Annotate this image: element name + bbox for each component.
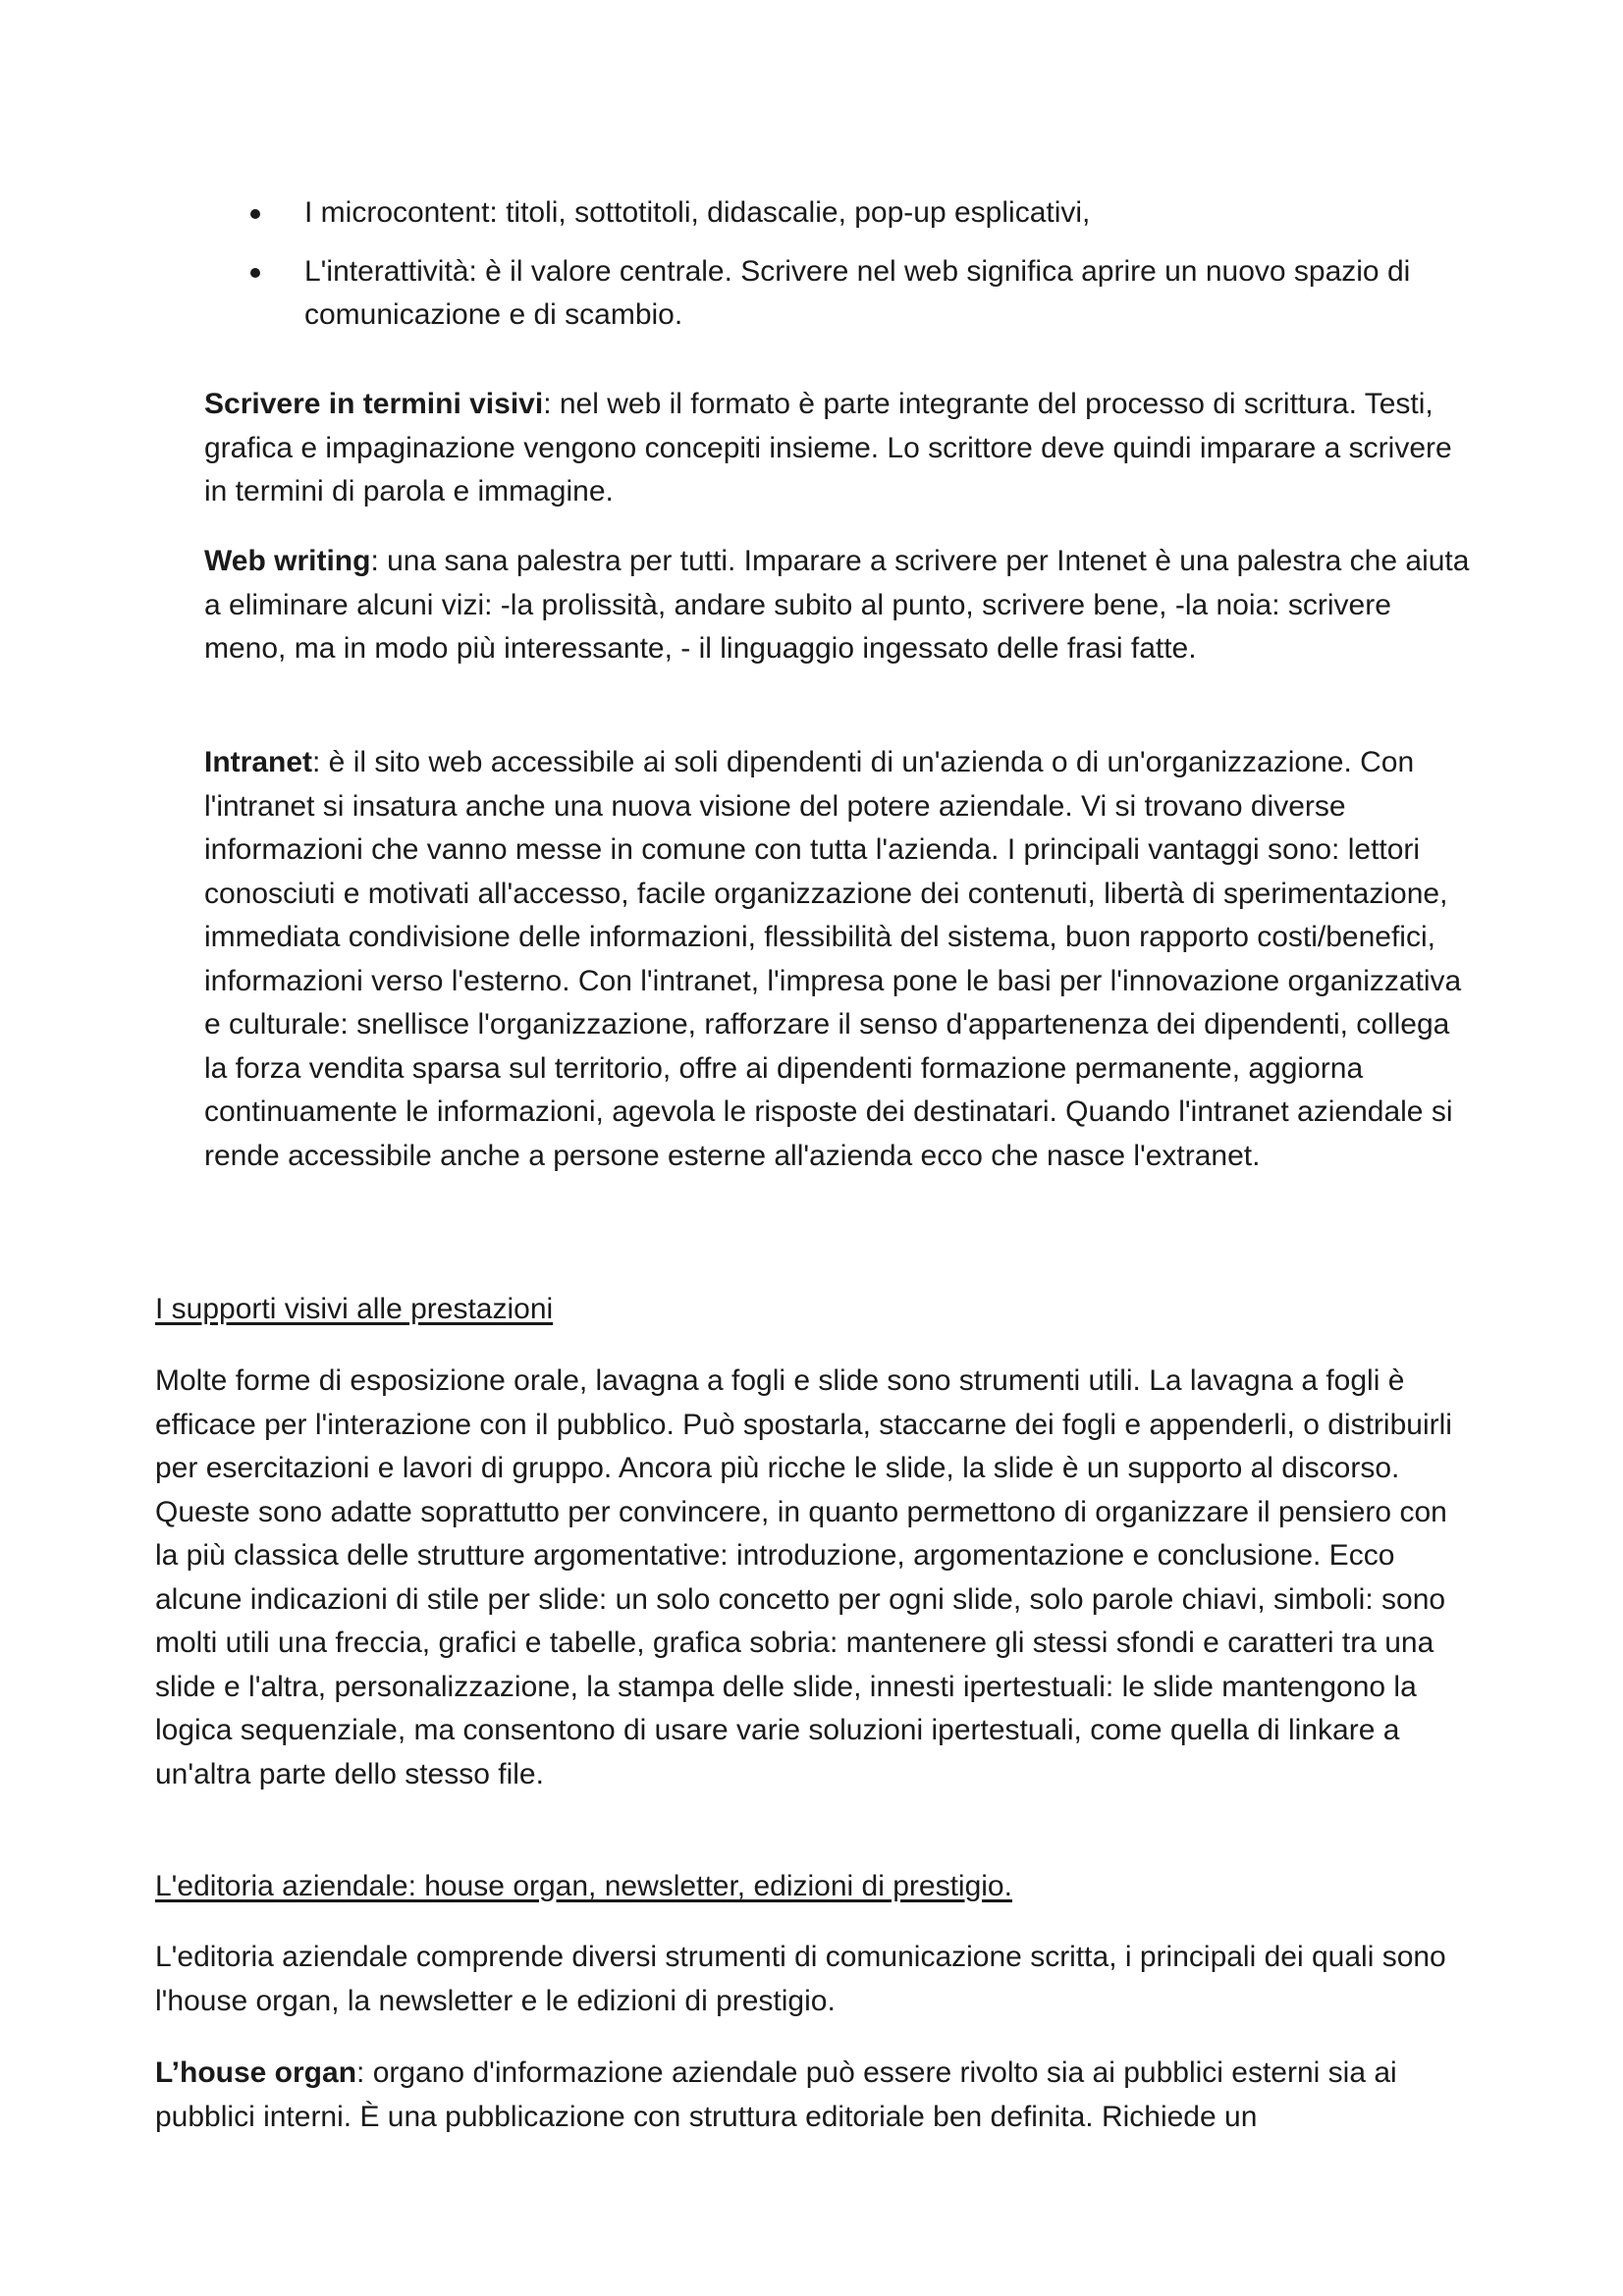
bullet-item — [250, 250, 1468, 338]
bullet-dot-icon — [250, 268, 260, 278]
term-web-writing: Web writing — [204, 545, 371, 577]
paragraph-editoria: L'editoria aziendale comprende diversi strumenti di comunicazione scritta, i principali dei quali sono l'house organ, la newsletter e le edizioni di prestigio. — [155, 1941, 1446, 2017]
body-scrivere-visivi: : nel web il formato è parte integrante del processo di scrittura. Testi, grafica e impaginazione vengono concepiti insieme. Lo scrittore deve quindi imparare a scrivere in termini di parola e immagine. — [204, 388, 1452, 507]
bullet-item — [250, 191, 1468, 236]
paragraph-supporti-visivi: Molte forme di esposizione orale, lavagna a fogli e slide sono strumenti utili. La lavagna a fogli è efficace per l'interazione con il pubblico. Può spostarla, staccarne dei fogli e appenderli, o distribuirli per esercitazioni e lavori di gruppo. Ancora più ricche le slide, la slide è un supporto al discorso. Queste sono adatte soprattutto per convincere, in quanto permettono di organizzare il pensiero con la più classica delle strutture argomentative: introduzione, argomentazione e conclusione. Ecco alcune indicazioni di stile per slide: un solo concetto per ogni slide, solo parole chiavi, simboli: sono molti utili una freccia, grafici e tabelle, grafica sobria: mantenere gli stessi sfondi e caratteri tra una slide e l'altra, personalizzazione, la stampa delle slide, innesti ipertestuali: le slide mantengono la logica sequenziale, ma consentono di usare varie soluzioni ipertestuali, come quella di linkare a un'altra parte dello stesso file. — [155, 1364, 1452, 1790]
bullet-text: L'interattività: è il valore centrale. Scrivere nel web significa aprire un nuovo spazio di comunicazione e di scambio. — [304, 254, 1411, 331]
paragraph-house-organ — [155, 2052, 1476, 2139]
paragraph-intranet — [204, 741, 1481, 1178]
body-web-writing: : una sana palestra per tutti. Imparare a scrivere per Intenet è una palestra che aiuta a eliminare alcuni vizi: -la prolissità, andare subito al punto, scrivere bene, -la noia: scrivere meno, ma in modo più interessante, - il linguaggio ingessato delle frasi fatte. — [204, 545, 1470, 665]
body-house-organ: : organo d'informazione aziendale può essere rivolto sia ai pubblici esterni sia ai pubblici interni. È una pubblicazione con struttura editoriale ben definita. Richiede un — [155, 2056, 1397, 2133]
term-intranet: Intranet — [204, 746, 313, 778]
paragraph-scrivere-visivi — [204, 383, 1481, 514]
bullet-dot-icon — [250, 209, 260, 219]
bullet-text: I microcontent: titoli, sottotitoli, didascalie, pop-up esplicativi, — [304, 196, 1091, 229]
bullet-list — [250, 191, 1468, 352]
body-intranet: : è il sito web accessibile ai soli dipendenti di un'azienda o di un'organizzazione. Con l'intranet si insatura anche una nuova visione del potere aziendale. Vi si trovano diverse informazioni che vanno messe in comune con tutta l'azienda. I principali vantaggi sono: lettori conosciuti e motivati all'accesso, facile organizzazione dei contenuti, libertà di sperimentazione, immediata condivisione delle informazioni, flessibilità del sistema, buon rapporto costi/benefici, informazioni verso l'esterno. Con l'intranet, l'impresa pone le basi per l'innovazione organizzativa e culturale: snellisce l'organizzazione, rafforzare il senso d'appartenenza dei dipendenti, collega la forza vendita sparsa sul territorio, offre ai dipendenti formazione permanente, aggiorna continuamente le informazioni, agevola le risposte dei destinatari. Quando l'intranet aziendale si rende accessibile anche a persone esterne all'azienda ecco che nasce l'extranet. — [204, 746, 1462, 1172]
term-scrivere-visivi: Scrivere in termini visivi — [204, 388, 544, 420]
section-heading-editoria: L'editoria aziendale: house organ, newsletter, edizioni di prestigio. — [155, 1870, 1012, 1902]
paragraph-web-writing — [204, 540, 1481, 671]
term-house-organ: L’house organ — [155, 2056, 357, 2089]
section-heading-supporti-visivi: I supporti visivi alle prestazioni — [155, 1293, 554, 1325]
